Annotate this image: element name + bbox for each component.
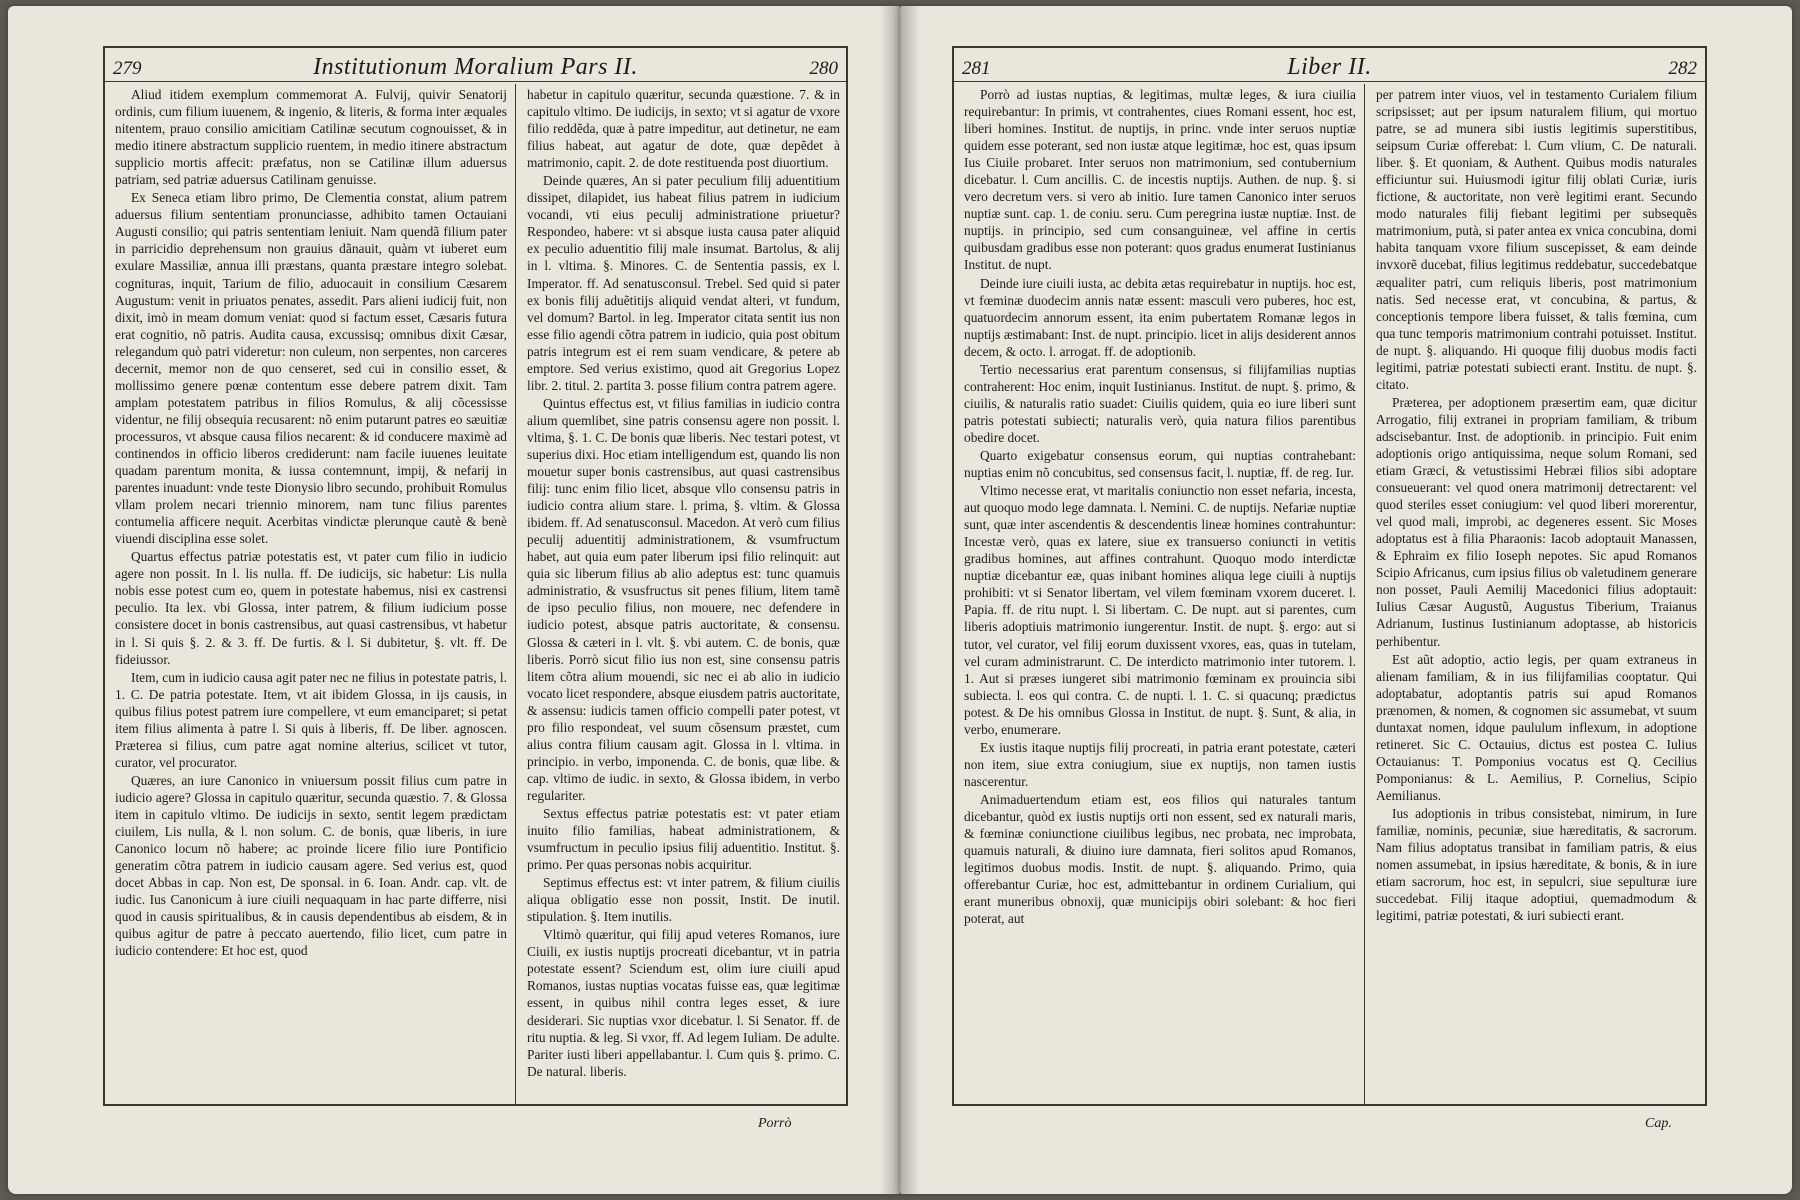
column-divider bbox=[1364, 84, 1365, 1104]
right-text-frame bbox=[952, 46, 1707, 1106]
column-divider bbox=[515, 84, 516, 1104]
right-column-2 bbox=[1366, 84, 1705, 1100]
page-number-281: 281 bbox=[962, 58, 991, 79]
catchword: Porrò bbox=[758, 1116, 792, 1131]
catchword: Cap. bbox=[1645, 1116, 1672, 1131]
paragraph: Quartus effectus patriæ potestatis est, vt pater cum filio in iudicio agere non possit. In l. lis nulla. ff. De iudicijs, sic habetur: Lis nulla nobis esse potest cum eo, quem in potestate habemus, nisi ex castrensi peculio. Ita lex. vbi Glossa, inter patrem, & filium iudicium posse consistere docet in bonis castrensibus, aut quasi castrensibus, vt habetur in l. Si quis §. 2. & 3. ff. De furtis. & l. Si dubitetur, §. vlt. ff. De fideiussor. bbox=[115, 549, 507, 667]
paragraph: Aliud itidem exemplum commemorat A. Fulvij, quivir Senatorij ordinis, cum filium iuuenem, & ingenio, & literis, & forma inter æquales nitentem, prauo consilio amicitiam Catilinæ secutum cognouisset, & in medio itinere abstractum supplicio ruentem, in medio itinere abstractum supplicio mortis affecit: præfatus, non se Catilinæ illum aduersus patriam, sed patriæ aduersus Catilinam genuisse. bbox=[115, 87, 507, 188]
paragraph: Præterea, per adoptionem præsertim eam, quæ dicitur Arrogatio, filij extranei in propriam familiam, & tribum adscisebantur. Inst. de adoptionib. in principio. Fuit enim adoptionis origo antiquissima, neque solum Romani, sed etiam Græci, & vetustissimi Hebræi filios sibi adoptare consueuerant: vel quod onera matrimonij detrectarent: vel quod steriles esset coniugium: vel quod liberi morerentur, vel quod mali, improbi, ac degeneres essent. Sic Moses adoptatus est à filia Pharaonis: Iacob adoptauit Manassen, & Ephraim ex filio Ioseph nepotes. Sic apud Romanos Scipio Africanus, cum ipsius filius ob valetudinem generare non posset, Pauli Aemilij Macedonici filius adoptauit: Iulius Cæsar Augustũ, Augustus Tiberium, Traianus Adrianum, Iustinus Iustinianum adoptasse, ab historicis perhibentur. bbox=[1376, 394, 1697, 649]
page-number-279: 279 bbox=[113, 58, 142, 79]
paragraph: Item, cum in iudicio causa agit pater nec ne filius in potestate patris, l. 1. C. De patria potestate. Item, vt ait ibidem Glossa, in ijs causis, in quibus filius potest patrem iure compellere, vt eum emanciparet; si petat item filius alimenta à patre l. Si quis à liberis, ff. De liber. agnoscen. Præterea si filius, cum patre agat nomine alterius, scilicet vt tutor, curator, vel procurator. bbox=[115, 669, 507, 770]
paragraph: Quarto exigebatur consensus eorum, qui nuptias contrahebant: nuptias enim nõ concubitus, sed consensus facit, l. nuptiæ, ff. de reg. Iur. bbox=[964, 447, 1356, 481]
paragraph: Animaduertendum etiam est, eos filios qui naturales tantum dicebantur, quòd ex iustis nuptijs orti non essent, sed ex naturali maris, & fœminæ coniunctione ciuilibus legibus, nec probata, nec improbata, quamuis naturali, & diuino iure damnata, fieri solitos apud Romanos, legitimos duobus modis. Instit. de nupt. §. aliquando. Primo, quia offerebantur Curiæ, hoc est, admittebantur in ordinem Curialium, qui erant muneribus obnoxij, quæ municipijs obiri solebant: & hoc fieri poterat, aut bbox=[964, 791, 1356, 927]
right-running-header bbox=[962, 54, 1697, 82]
left-columns bbox=[105, 84, 846, 1104]
running-title: Institutionum Moralium Pars II. bbox=[313, 54, 638, 80]
left-text-frame bbox=[103, 46, 848, 1106]
paragraph: Ex Seneca etiam libro primo, De Clementia constat, alium patrem aduersus filium sententiam pronunciasse, adhibito tamen Octauiani Augusti consilio; qui patris sententiam leniuit. Nam quendã filium pater in parricidio deprehensum non grauius dãnauit, quàm vt iuberet eum exulare Massiliæ, annua illi præstans, quanta præstare integro solebat. cognituras, inquit, Tarium de filio, aduocauit in consilium Cæsarem Augustum: venit in priuatos penates, assedit. Pars alieni iudicij fuit, non dixit, imò in meam domum veniat: quod si factum esset, Cæsaris futura erat cognitio, nõ patris. Audita causa, excussisq; omnibus dixit Cæsar, relegandum quò patri videretur: non culeum, non serpentes, non carceres decernit, memor non de quo censeret, sed cui in consilio esset, & mollissimo genere pœnæ contentum esse debere patrem dixit. Tam amplam potestatem patribus in filios Romulus, & alij cõcessisse videntur, ne filij obsequia recusarent: nõ enim putarunt patres eo sæuitiæ processuros, vt absque causa filios necarent: & id conducere maximè ad continendos in officio liberos crediderunt: nam facile iuuenes leuitate quadam parentum monita, & iussa contemnunt, impij, & nefarij in parentes inuadunt: vnde teste Dionysio libro secundo, prohibuit Romulus vllam prolem necari triennio minorem, nam tunc filius parentes contumelia afficere nequit. Acerbitas vindictæ plerunque cautè & benè viuendi disciplina esse solet. bbox=[115, 190, 507, 547]
paragraph: per patrem inter viuos, vel in testamento Curialem filium scripsisset; aut per ipsum naturalem filium, qui mortuo patre, se ad munera sibi iustis legitimis superstitibus, seipsum Curiæ offerebat: l. Cum vlium, C. De naturali. liber. §. Et quoniam, & Authent. Quibus modis naturales efficiuntur sui. Huiusmodi igitur filij oblati Curiæ, iuris fictione, & auctoritate, non verè legitimi erant. Secundo modo naturales filij fiebant legitimi per subsequẽs matrimonium, putà, si pater antea ex vnica concubina, domi habita tanquam vxore filium suscepisset, & eam deinde invxorẽ ducebat, filius legitimus reddebatur, succedebatque æqualiter patri, cum reliquis liberis, post matrimonium natis. Sed necesse erat, vt concubina, & partus, & conceptionis tempore libera fuisset, & talis fœmina, cum qua tunc temporis matrimonium contrahi potuisset. Institut. de nupt. §. aliquando. Hi quoque filij duobus modis facti legitimi, patriæ potestati subiecti erant. Institu. de nupt. §. citato. bbox=[1376, 87, 1697, 392]
running-title: Liber II. bbox=[1287, 54, 1372, 80]
left-column-2 bbox=[517, 84, 848, 1100]
paragraph: Vltimo necesse erat, vt maritalis coniunctio non esset nefaria, incesta, aut quoquo modo lege damnata. l. Nemini. C. de nuptijs. Nefariæ nuptiæ sunt, quæ inter ascendentis & descendentis lineæ homines contrahuntur: Incestæ verò, quas ex latere, siue ex transuerso coniuncti in vetitis gradibus homines, aut affines contrahunt. Quoquo modo interdictæ nuptiæ dicebantur eæ, quas inibant homines aliqua lege ciuili à nuptijs prohibiti: vt si Senator libertam, vel vilem fœminam vxorem duceret. l. Papia. ff. de ritu nupt. l. Si libertam. C. De nupt. aut si parentes, cum liberis adoptiuis matrimonio iungerentur. Instit. de nupt. §. ergo: aut si tutor, vel curator, vel filij eorum duxissent vxores, eas, quas in tutelam, vel curam administrarunt. C. De interdicto matrimonio inter tutorem. l. 1. Aut si præses iungeret sibi matrimonio fœminam ex prouincia sibi subiecta. l. eos qui contra. C. de nupti. l. 1. C. si quacunq; prædictus potest. & De his omnibus Glossa in Institut. de nupt. §. Sunt, & alia, in verbo, enumerare. bbox=[964, 483, 1356, 737]
paragraph: Quintus effectus est, vt filius familias in iudicio contra alium quemlibet, sine patris consensu agere non possit. l. vltima, §. 1. C. De bonis quæ liberis. Nec testari potest, vt superius dixi. Hoc etiam intelligendum est, quando lis non mouetur super bonis castrensibus, aut quasi castrensibus filij: tunc enim filio licet, absque vllo consensu patris in iudicio contra alium stare. l. prima, §. vltim. & Glossa ibidem. ff. Ad senatusconsul. Macedon. At verò cum filius peculij aduentitij administrationem, & vsumfructum habet, aut quia eum pater liberum ipsi filio relinquit: aut quia sic liberum filius ab alio adeptus est: tunc quamuis administratio, & vsusfructus sit penes filium, litem tamẽ de ipso peculio filius, non mouere, nec defendere in iudicio potest, absque patris auctoritate, & consensu. Glossa & cæteri in l. vlt. §. vbi autem. C. de bonis, quæ liberis. Porrò sicut filio ius non est, sine consensu patris litem cõtra alium mouendi, sic nec ei ab alio in iudicio vocato licet respondere, absque eiusdem patris auctoritate, & assensu: iudicis tamen officio compelli pater potest, vt pro filio respondeat, vel suum cõsensum præstet, cum alius contra filium causam agit. Glossa in l. vltima. in principio. in verbo, imponenda. C. de bonis, quæ libe. & cap. vltimo de iudic. in sexto, & Glossa ibidem, in verbo regulariter. bbox=[527, 395, 840, 803]
paragraph: Ex iustis itaque nuptijs filij procreati, in patria erant potestate, cæteri non item, siue extra coniugium, siue ex nuptijs, non tamen iustis nascerentur. bbox=[964, 739, 1356, 789]
page-number-280: 280 bbox=[809, 58, 838, 79]
paragraph: Ius adoptionis in tribus consistebat, nimirum, in Iure familiæ, nominis, pecuniæ, siue hæreditatis, & sacrorum. Nam filius adoptatus transibat in familiam patris, & eius nomen assumebat, in ipsius hæreditate, & bonis, & in iure etiam sacrorum, hoc est, in sepulcri, siue sepulturæ iure succedebat. Filij itaque adoptiui, quemadmodum & legitimi, patriæ potestati, & iuri subiecti erant. bbox=[1376, 805, 1697, 924]
left-page bbox=[8, 6, 900, 1194]
right-column-1 bbox=[954, 84, 1364, 1100]
paragraph: Septimus effectus est: vt inter patrem, & filium ciuilis aliqua obligatio esse non possit, Instit. De inutil. stipulation. §. Item inutilis. bbox=[527, 875, 840, 925]
page-number-282: 282 bbox=[1668, 58, 1697, 79]
paragraph: Porrò ad iustas nuptias, & legitimas, multæ leges, & iura ciuilia requirebantur: In primis, vt contrahentes, ciues Romani essent, hoc est, liberi homines. Institut. de nuptijs, in princ. vnde inter seruos nuptiæ quidem esse poterant, sed non iustæ atque legitimæ, hoc est, quas ipsum Ius Ciuile probaret. Inter seruos non matrimonium, sed contubernium dicebatur. l. Cum ancillis. C. de incestis nuptijs. Authen. de nup. §. si vero decretum vers. si vero ab initio. Iure tamen Canonico inter seruos nuptiæ sunt. cap. 1. de coniu. seru. Cum peregrina iustæ nuptiæ. Inst. de nuptijs. in principio, sed cum consanguineæ, vel affine in certis quibusdam gradibus esse non poterant: quos gradus enumerat Iustinianus Institut. de nupt. bbox=[964, 87, 1356, 273]
paragraph: Deinde iure ciuili iusta, ac debita ætas requirebatur in nuptijs. hoc est, vt fœminæ duodecim annis natæ essent: masculi vero puberes, hoc est, quatuordecim annorum essent, ita enim pubertatem Romanæ legos in nuptijs æstimabant: Inst. de nupt. principio. licet in alijs desiderent annos decem, & octo. l. arrogat. ff. de adoptionib. bbox=[964, 275, 1356, 359]
left-running-header bbox=[113, 54, 838, 82]
paragraph: Sextus effectus patriæ potestatis est: vt pater etiam inuito filio familias, habeat administrationem, & vsumfructum in peculio ipsius filij aduentitio. Institut. §. primo. Per quas personas nobis acquiritur. bbox=[527, 805, 840, 873]
paragraph: habetur in capitulo quæritur, secunda quæstione. 7. & in capitulo vltimo. De iudicijs, in sexto; vt si agatur de vxore filio reddẽda, quæ à patre impeditur, aut detinetur, ne eam filius habeat, aut agatur de dote, quæ depẽdet à matrimonio, capit. 2. de dote restituenda post diuortium. bbox=[527, 87, 840, 171]
header-rule bbox=[105, 81, 846, 82]
paragraph: Vltimò quæritur, qui filij apud veteres Romanos, iure Ciuili, ex iustis nuptijs procreati dicebantur, vt in patria potestate essent? Sciendum est, olim iure ciuili apud Romanos, iustas nuptias vocatas fuisse eas, quæ legitimæ essent, in quibus nihil contra leges esset, & iure desiderari. Sic nuptias vxor dicebatur. l. Si Senator. ff. de ritu nuptia. & leg. Si vxor, ff. Ad legem Iuliam. De adulte. Pariter iusti liberi appellabantur. l. Cum quis §. primo. C. De natural. liberis. bbox=[527, 927, 840, 1079]
right-page bbox=[900, 6, 1792, 1194]
right-columns bbox=[954, 84, 1705, 1104]
paragraph: Quæres, an iure Canonico in vniuersum possit filius cum patre in iudicio agere? Glossa in capitulo quæritur, secunda quæstio. 7. & Glossa item in capitulo vltimo. De iudicijs in sexto, sentit legem prædictam ciuilem, Lis nulla, & l. non solum. C. de bonis, quæ liberis, in iure Canonico locum nõ habere; ac proinde licere filio iure Pontificio generatim cõtra patrem in iudicio causam agere. Sed verius est, quod docet Abbas in cap. Non est, De sponsal. in 6. Ioan. Andr. cap. vlt. de iudic. Ius Canonicum à iure ciuili nequaquam in hac parte differre, nisi quod in causis spiritualibus, & in causis dependentibus ab eisdem, & in quibus agitur de patre à peccato auertendo, filio licet, cum patre in iudicio contendere: Et hoc est, quod bbox=[115, 772, 507, 959]
paragraph: Tertio necessarius erat parentum consensus, si filijfamilias nuptias contraherent: Hoc enim, inquit Iustinianus. Institut. de nupt. §. primo, & ciuilis, & naturalis ratio suadet: Ciuilis quidem, quia eo iure liberi sunt patris potestati subiecti; naturalis verò, quia natura filios parentibus obedire docet. bbox=[964, 361, 1356, 445]
header-rule bbox=[954, 81, 1705, 82]
left-column-1 bbox=[105, 84, 515, 1100]
paragraph: Deinde quæres, An si pater peculium filij aduentitium dissipet, dilapidet, ius habeat filius patrem in iudicium vocandi, vti eius peculij administratione priuetur? Respondeo, habere: vt si absque iusta causa pater aliquid ex peculio aduentitio filij male insumat. Bartolus, & alij in l. vltima. §. Minores. C. de Sententia passis, ex l. Imperator. ff. Ad senatusconsul. Trebel. Sed quid si pater ex bonis filij aduẽtitijs aliquid vendat alteri, vt fundum, vel domum? Bartol. in leg. Imperator citata sentit ius non esse filio agendi cõtra patrem in iudicio, quia post obitum patris integrum est ei rem suam vendicare, & petere ab emptore. Sed verius existimo, quod ait Gregorius Lopez libr. 2. titul. 2. partita 3. posse filium contra patrem agere. bbox=[527, 173, 840, 393]
paragraph: Est aũt adoptio, actio legis, per quam extraneus in alienam familiam, & in ius filijfamilias cooptatur. Qui adoptabatur, adoptantis patris sui apud Romanos prænomen, & nomen, & cognomen sic assumebat, vt suum duntaxat nomen, idque paululum inflexum, in adoptione retineret. Sic C. Octauius, dictus est postea C. Iulius Octauianus: T. Pomponius vocatus est Q. Cecilius Pomponianus: & L. Aemilius, P. Cornelius, Scipio Aemilianus. bbox=[1376, 651, 1697, 803]
